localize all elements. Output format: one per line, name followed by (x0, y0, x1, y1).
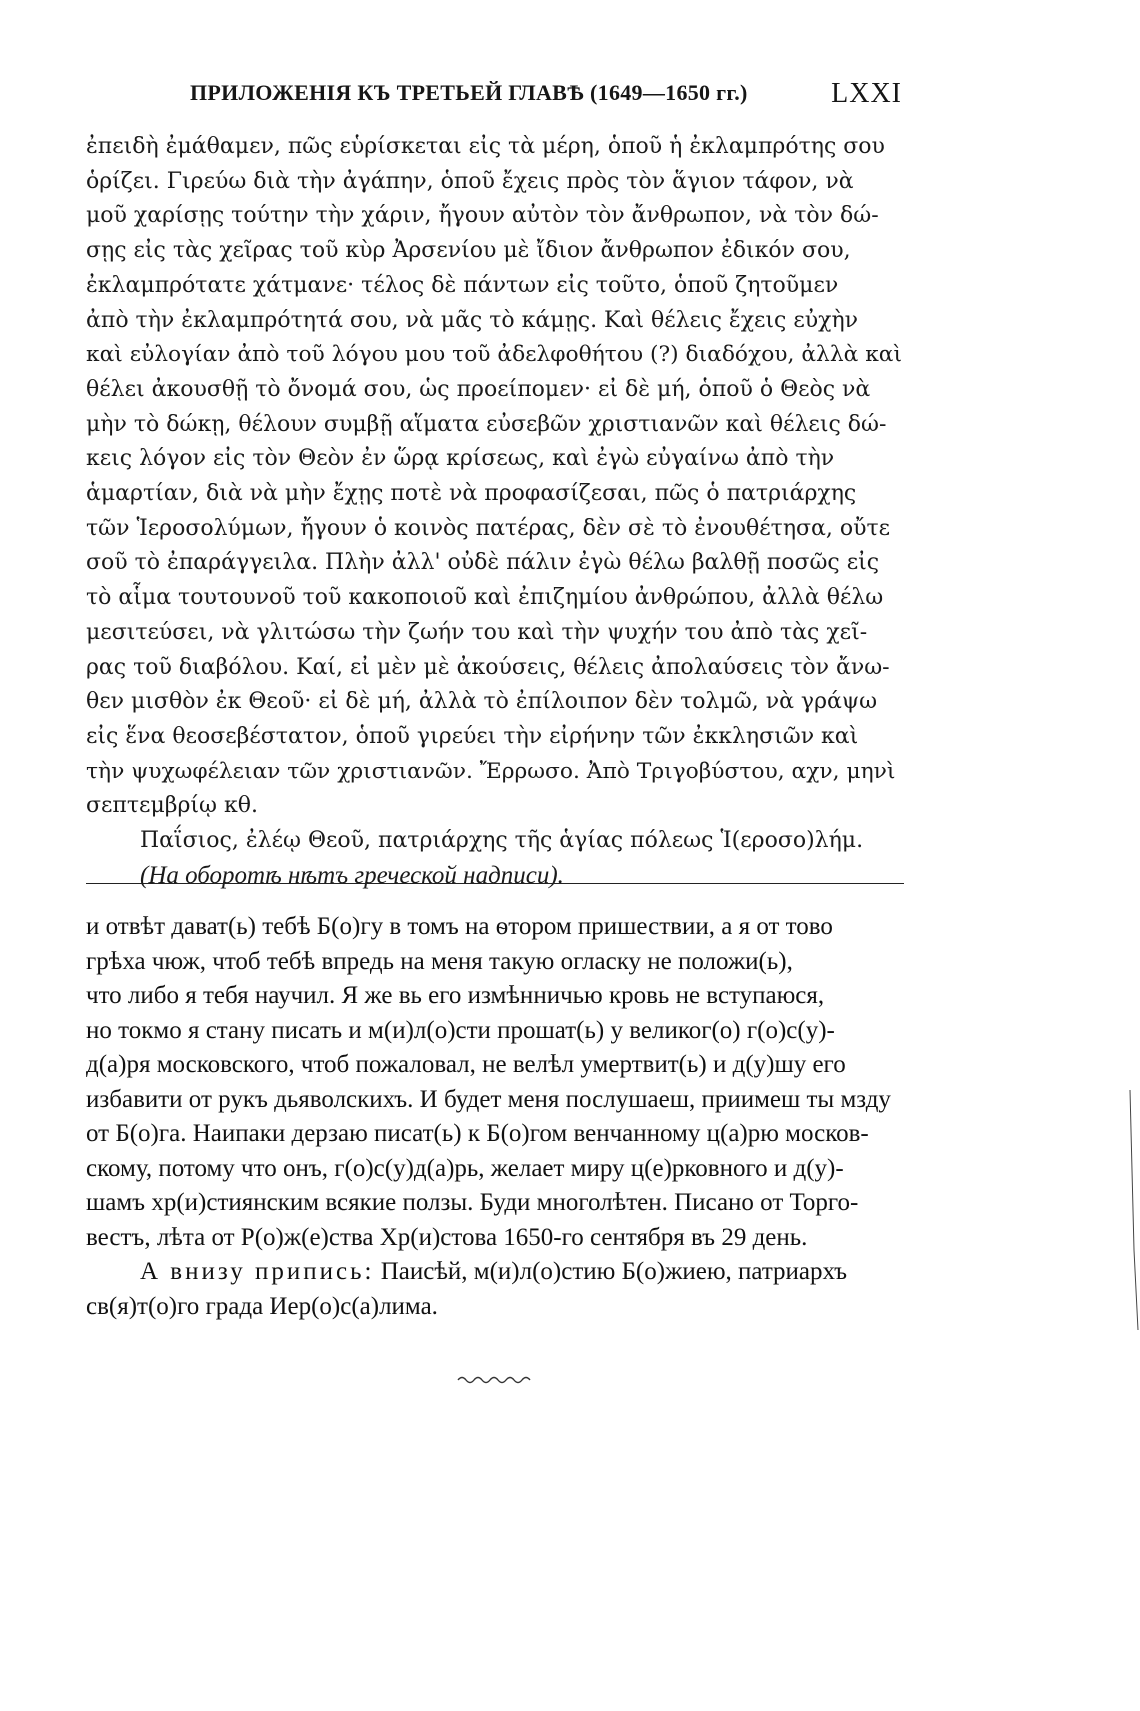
section-divider (86, 883, 904, 884)
greek-line: ἐκλαμπρότατε χάτμανε· τέλος δὲ πάντων εἰς τοῦτο, ὁποῦ ζητοῦμεν (86, 272, 839, 298)
greek-line: μεσιτεύσει, νὰ γλιτώσω τὴν ζωήν του καὶ τὴν ψυχήν του ἀπὸ τὰς χεῖ- (86, 619, 868, 645)
russian-line: от Б(о)га. Наипаки дерзаю писат(ь) к Б(о)гом венчанному ц(а)рю москов- (86, 1120, 869, 1147)
postscript-line: св(я)т(о)го града Иер(о)с(а)лима. (86, 1292, 438, 1320)
tailpiece-ornament (456, 1374, 536, 1386)
postscript-text: Паисѣй, м(и)л(о)стию Б(о)жиею, патриархъ (380, 1258, 848, 1285)
greek-text-block (86, 130, 903, 893)
greek-signature: Παΐσιος, ἐλέῳ Θεοῦ, πατριάρχης τῆς ἁγίας πόλεως Ἱ(εροσο)λήμ. (140, 828, 864, 854)
running-head-title: ПРИЛОЖЕНІЯ КЪ ТРЕТЬЕЙ ГЛАВѢ (1649—1650 гг.) (190, 80, 748, 105)
greek-line: θέλει ἀκουσθῇ τὸ ὄνομά σου, ὡς προείπομεν· εἰ δὲ μή, ὁποῦ ὁ Θεὸς νὰ (86, 376, 871, 402)
greek-line: σεπτεμβρίῳ κθ. (86, 793, 258, 819)
russian-line: грѣха чюж, чтоб тебѣ впредь на меня такую огласку не положи(ь), (86, 947, 793, 975)
greek-line: ὁρίζει. Γιρεύω διὰ τὴν ἀγάπην, ὁποῦ ἔχεις πρὸς τὸν ἅγιον τάφον, νὰ (86, 168, 854, 194)
greek-line: σῃς εἰς τὰς χεῖρας τοῦ κὺρ Ἀρσενίου μὲ ἴδιον ἄνθρωπον ἐδικόν σου, (86, 238, 851, 264)
editorial-note: (На оборотѣ нѣтъ греческой надписи). (140, 861, 564, 889)
greek-line: καὶ εὐλογίαν ἀπὸ τοῦ λόγου μου τοῦ ἀδελφοθήτου (?) διαδόχου, ἀλλὰ καὶ (86, 342, 903, 368)
russian-line: что либо я тебя научил. Я же вь его измѣнничью кровь не вступаюся, (86, 982, 825, 1009)
greek-line: θεν μισθὸν ἐκ Θεοῦ· εἰ δὲ μή, ἀλλὰ τὸ ἐπίλοιπον δὲν τολμῶ, νὰ γράψω (86, 689, 878, 715)
russian-text-block (86, 910, 904, 1324)
greek-line: εἰς ἕνα θεοσεβέστατον, ὁποῦ γιρεύει τὴν εἰρήνην τῶν ἐκκλησιῶν καὶ (86, 723, 859, 749)
russian-line: шамъ хр(и)стиянским всякие ползы. Буди многолѣтен. Писано от Торго- (86, 1189, 859, 1216)
greek-line: τῶν Ἱεροσολύμων, ἤγουν ὁ κοινὸς πατέρας, δὲν σὲ τὸ ἐνουθέτησα, οὔτε (86, 515, 891, 541)
russian-line: вестъ, лѣта от Р(о)ж(е)ства Хр(и)стова 1650-го сентября въ 29 день. (86, 1223, 808, 1251)
wave-ornament-icon (456, 1374, 536, 1386)
greek-line: ἀπὸ τὴν ἐκλαμπρότητά σου, νὰ μᾶς τὸ κάμῃς. Καὶ θέλεις ἔχεις εὐχὴν (86, 307, 859, 333)
greek-line: ἐπειδὴ ἐμάθαμεν, πῶς εὑρίσκεται εἰς τὰ μέρη, ὁποῦ ἡ ἐκλαμπρότης σου (86, 134, 885, 159)
russian-line: и отвѣт дават(ь) тебѣ Б(о)гу в томъ на ѳтором пришествии, а я от тово (86, 913, 833, 940)
running-head (190, 80, 902, 114)
greek-line: ρας τοῦ διαβόλου. Καί, εἰ μὲν μὲ ἀκούσεις, θέλεις ἀπολαύσεις τὸν ἄνω- (86, 654, 890, 680)
page-number: LXXI (831, 78, 902, 109)
greek-line: τὸ αἷμα τουτουνοῦ τοῦ κακοποιοῦ καὶ ἐπιζημίου ἀνθρώπου, ἀλλὰ θέλω (86, 585, 884, 611)
greek-line: μοῦ χαρίσῃς τούτην τὴν χάριν, ἤγουν αὐτὸν τὸν ἄνθρωπον, νὰ τὸν δώ- (86, 203, 879, 229)
greek-line: κεις λόγον εἰς τὸν Θεὸν ἐν ὥρᾳ κρίσεως, καὶ ἐγὼ εὐγαίνω ἀπὸ τὴν (86, 446, 835, 472)
russian-line: скому, потому что онъ, г(о)с(у)д(а)рь, желает миру ц(е)рковного и д(у)- (86, 1154, 844, 1182)
greek-line: ἁμαρτίαν, διὰ νὰ μὴν ἔχῃς ποτὲ νὰ προφασίζεσαι, πῶς ὁ πατριάρχης (86, 481, 857, 507)
greek-line: τὴν ψυχωφέλειαν τῶν χριστιανῶν. Ἔρρωσο. Ἀπὸ Τριγοβύστου, αχν, μηνὶ (86, 758, 896, 784)
russian-line: д(а)ря московского, чтоб пожаловал, не велѣл умертвит(ь) и д(у)шу его (86, 1051, 846, 1078)
greek-line: σοῦ τὸ ἐπαράγγειλα. Πλὴν ἀλλ' οὐδὲ πάλιν ἐγὼ θέλω βαλθῇ ποσῶς εἰς (86, 550, 880, 576)
postscript-line (86, 1255, 904, 1290)
greek-line: μὴν τὸ δώκῃ, θέλουν συμβῇ αἵματα εὐσεβῶν χριστιανῶν καὶ θέλεις δώ- (86, 411, 887, 437)
russian-line: избавити от рукъ дьяволскихъ. И будет меня послушаеш, приимеш ты мзду (86, 1085, 891, 1113)
postscript-label: А внизу припись: (140, 1258, 375, 1285)
russian-line: но токмо я стану писать и м(и)л(о)сти прошат(ь) у великог(о) г(о)с(у)- (86, 1016, 835, 1044)
scan-edge-mark (1128, 1090, 1140, 1330)
